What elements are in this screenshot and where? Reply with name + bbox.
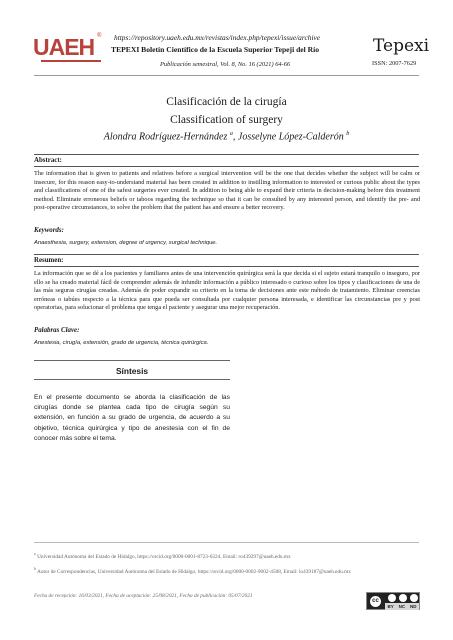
author-2: Josselyne López-Calderón [237,131,344,143]
keywords-label: Keywords: [34,227,64,234]
by-icon [388,594,396,602]
sintesis-box [34,360,230,380]
sintesis-title: Síntesis [115,366,149,376]
license-by: BY [387,604,394,609]
footnote-a-text: Universidad Autónoma del Estado de Hidalgo, https://orcid.org/0000-0001-8723-6224, Email: ro439297@uaeh.edu.mx [37,553,291,560]
journal-name: TEPEXI Boletín Científico de la Escuela Superior Tepeji del Río [111,45,320,54]
author-separator: , [232,131,238,143]
header-divider [34,75,419,76]
logo-registered-mark: ® [97,33,102,39]
cc-license-badge[interactable] [366,592,420,610]
author-1: Alondra Rodríguez-Hernández [103,131,228,143]
resumen-text: La información que se dé a los pacientes y familiares antes de una intervención quirúrgica será la que decida si el sujeto estará tranquilo o inseguro, por ello se ha creado material fácil de comprender además de infundir información a público interesado o curioso sobre los tipos y clasificaciones de una de las más seguras cirugías creadas. Además de poder expandir su criterio en la toma de decisiones ante este método de tratamiento. Eliminar creencias erróneas o tabúes respecto a la técnica para que pueda ser consultada por cualquier persona interesada, e identificar las circunstancias pre y post operatorias, para solucionar el problema que tenga el paciente y asegurar una mejor recuperación. [34,270,420,312]
footnote-a-mark: a [34,551,36,556]
footnote-a [34,550,420,561]
journal-url-link[interactable]: https://repository.uaeh.edu.mx/revistas/index.php/tepexi/issue/archive [114,33,321,42]
nc-icon [399,594,407,602]
logo-underline [41,60,101,62]
footnote-b-text: Autor de Correspondencias, Universidad Autónoma del Estado de Hidalgo, https://orcid.org/0000-0002-9002-4588, Email: lo439187@uaeh.edu.mx [37,568,351,575]
palabras-clave-label: Palabras Clave: [34,327,80,334]
resumen-label: Resumen: [34,257,64,264]
author-2-affiliation: b [346,131,350,137]
sintesis-text: En el presente documento se aborda la clasificación de las cirugías donde se plantea cada tipo de cirugía según su extensión, en función a su grado de urgencia, de acuerdo a su objetivo, técnica quirúrgica y tipo de anestesia con el fin de conocer más sobre el tema. [34,394,230,442]
logo-text: UAEH [33,34,95,60]
title-spanish: Clasificación de la cirugía [166,96,287,108]
article-dates: Fecha de recepción: 16/03/2021, Fecha de aceptación: 25/08/2021, Fecha de publicación: 05/07/2021 [34,593,253,599]
footnote-b [34,565,420,576]
author-1-affiliation: a [229,131,233,137]
tepexi-brand: Tepexi [373,36,430,56]
license-icons [386,594,420,603]
nd-icon [410,594,418,602]
resumen-top-rule [34,254,419,255]
keywords-text: Anaesthesia, surgery, extension, degree of urgency, surgical technique. [34,240,218,246]
abstract-label: Abstract: [34,157,62,164]
footnote-b-mark: b [34,566,36,571]
uaeh-logo [33,34,103,66]
license-nc: NC [398,604,406,609]
cc-icon: cc [369,595,382,608]
journal-header [0,0,453,90]
license-terms [385,603,419,610]
publication-info: Publicación semestral, Vol. 8, No. 16 (2021) 64-66 [160,61,291,68]
authors [0,131,453,142]
footnote-divider [34,542,419,543]
abstract-top-rule [34,154,419,155]
title-english: Classification of surgery [170,114,283,126]
issn: ISSN: 2007-7629 [372,60,417,67]
palabras-clave-text: Anestesia, cirugía, extensión, grado de urgencia, técnica quirúrgica. [34,340,209,346]
license-nd: ND [410,604,417,609]
abstract-text: The information that is given to patients and relatives before a surgical intervention will be the one that decides whether the subject will be calm or insecure, for this reason easy-to-understand material has been created in addition to instilling information to interested or curious public about the types and classifications of one of the safest surgeries ever created. In addition to being able to expand their criteria in decision-making before this treatment method. Eliminate erroneous beliefs or taboos regarding the technique so that it can be consulted by any interested person, and identify the pre- and post-operative circumstances, to solve the problem that the patient has and ensure a better recovery. [34,170,420,212]
resumen-label-rule [34,266,419,267]
abstract-label-rule [34,166,419,167]
